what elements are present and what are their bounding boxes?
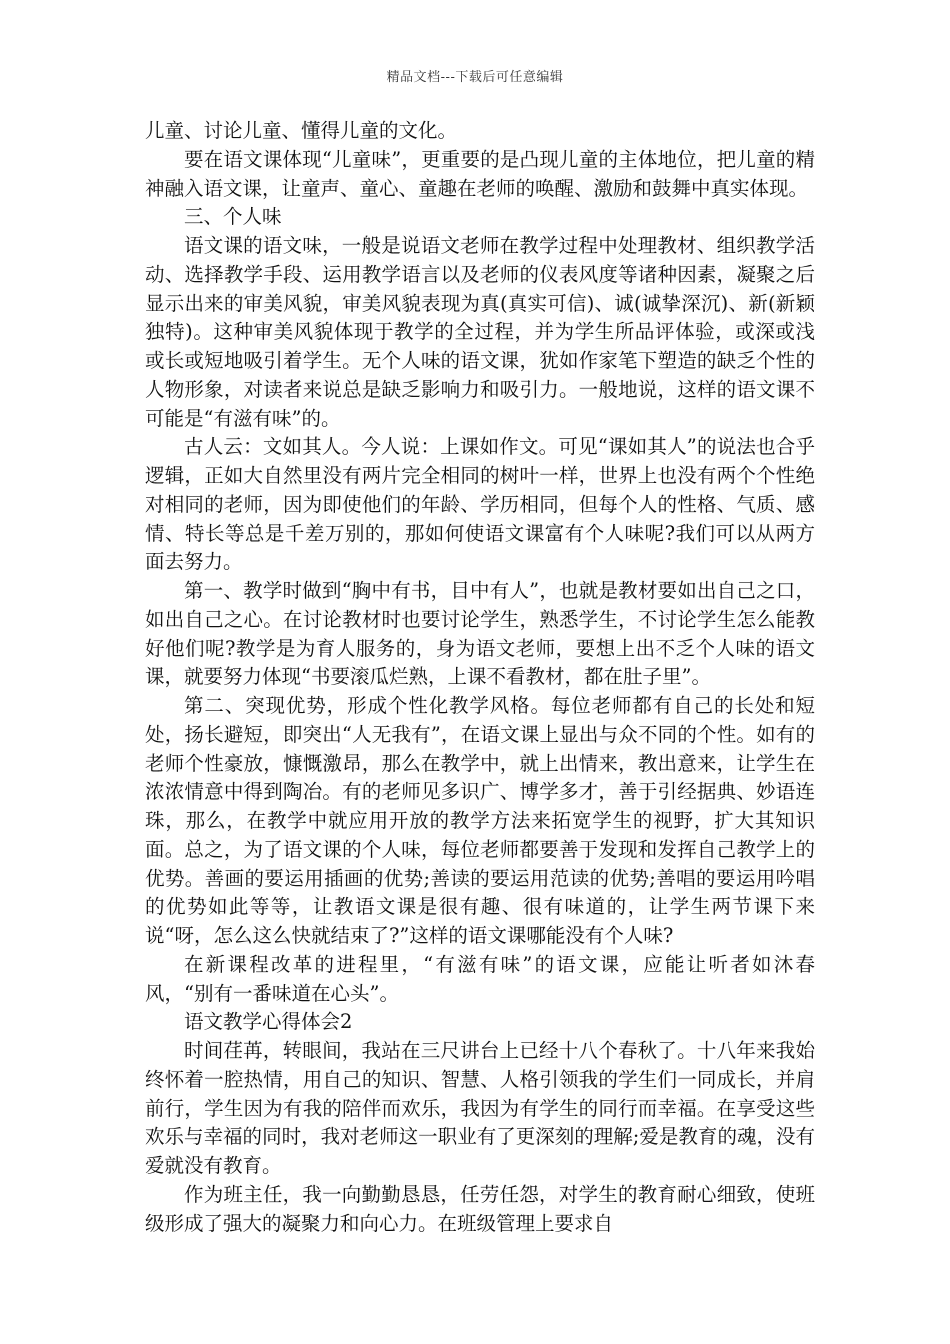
paragraph: 第一、教学时做到“胸中有书，目中有人”，也就是教材要如出自己之口，如出自己之心。在讨论教材时也要讨论学生，熟悉学生，不讨论学生怎么能教好他们呢?教学是为育人服务的，身为语文老师，要想上出不乏个人味的语文课，就要努力体现“书要滚瓜烂熟，上课不看教材，都在肚子里”。 <box>145 579 815 689</box>
paragraph: 语文课的语文味，一般是说语文老师在教学过程中处理教材、组织教学活动、选择教学手段、运用教学语言以及老师的仪表风度等诸种因素，凝聚之后显示出来的审美风貌，审美风貌表现为真(真实可信)、诚(诚挚深沉)、新(新颖独特)。这种审美风貌体现于教学的全过程，并为学生所品评体验，或深或浅或长或短地吸引着学生。无个人味的语文课，犹如作家笔下塑造的缺乏个性的人物形象，对读者来说总是缺乏影响力和吸引力。一般地说，这样的语文课不可能是“有滋有味”的。 <box>145 234 815 430</box>
paragraph: 要在语文课体现“儿童味”，更重要的是凸现儿童的主体地位，把儿童的精神融入语文课，让童声、童心、童趣在老师的唤醒、激励和鼓舞中真实体现。 <box>145 147 815 200</box>
paragraph: 儿童、讨论儿童、懂得儿童的文化。 <box>145 119 458 142</box>
page-header: 精品文档---下载后可任意编辑 <box>386 70 564 85</box>
document-body <box>145 117 815 1238</box>
paragraph: 时间荏苒，转眼间，我站在三尺讲台上已经十八个春秋了。十八年来我始终怀着一腔热情，用自己的知识、智慧、人格引领我的学生们一同成长，并肩前行，学生因为有我的陪伴而欢乐，我因为有学生的同行而幸福。在享受这些欢乐与幸福的同时，我对老师这一职业有了更深刻的理解;爱是教育的魂，没有爱就没有教育。 <box>145 1039 815 1177</box>
section-heading: 语文教学心得体会2 <box>184 1010 353 1034</box>
paragraph: 古人云：文如其人。今人说：上课如作文。可见“课如其人”的说法也合乎逻辑，正如大自然里没有两片完全相同的树叶一样，世界上也没有两个个性绝对相同的老师，因为即使他们的年龄、学历相同，但每个人的性格、气质、感情、特长等总是千差万别的，那如何使语文课富有个人味呢?我们可以从两方面去努力。 <box>145 435 815 574</box>
paragraph: 第二、突现优势，形成个性化教学风格。每位老师都有自己的长处和短处，扬长避短，即突出“人无我有”，在语文课上显出与众不同的个性。如有的老师个性豪放，慷慨激昂，那么在教学中，就上出情来，教出意来，让学生在浓浓情意中得到陶冶。有的老师见多识广、博学多才，善于引经据典、妙语连珠，那么，在教学中就应用开放的教学方法来拓宽学生的视野，扩大其知识面。总之，为了语文课的个人味，每位老师都要善于发现和发挥自己教学上的优势。善画的要运用插画的优势;善读的要运用范读的优势;善唱的要运用吟唱的优势如此等等，让教语文课是很有趣、很有味道的，让学生两节课下来说“呀，怎么这么快就结束了?”这样的语文课哪能没有个人味? <box>145 694 815 947</box>
paragraph: 作为班主任，我一向勤勤恳恳，任劳任怨，对学生的教育耐心细致，使班级形成了强大的凝聚力和向心力。在班级管理上要求自 <box>145 1182 815 1235</box>
section-heading: 三、个人味 <box>184 205 282 229</box>
paragraph: 在新课程改革的进程里，“有滋有味”的语文课，应能让听者如沐春风，“别有一番味道在心头”。 <box>145 952 815 1005</box>
